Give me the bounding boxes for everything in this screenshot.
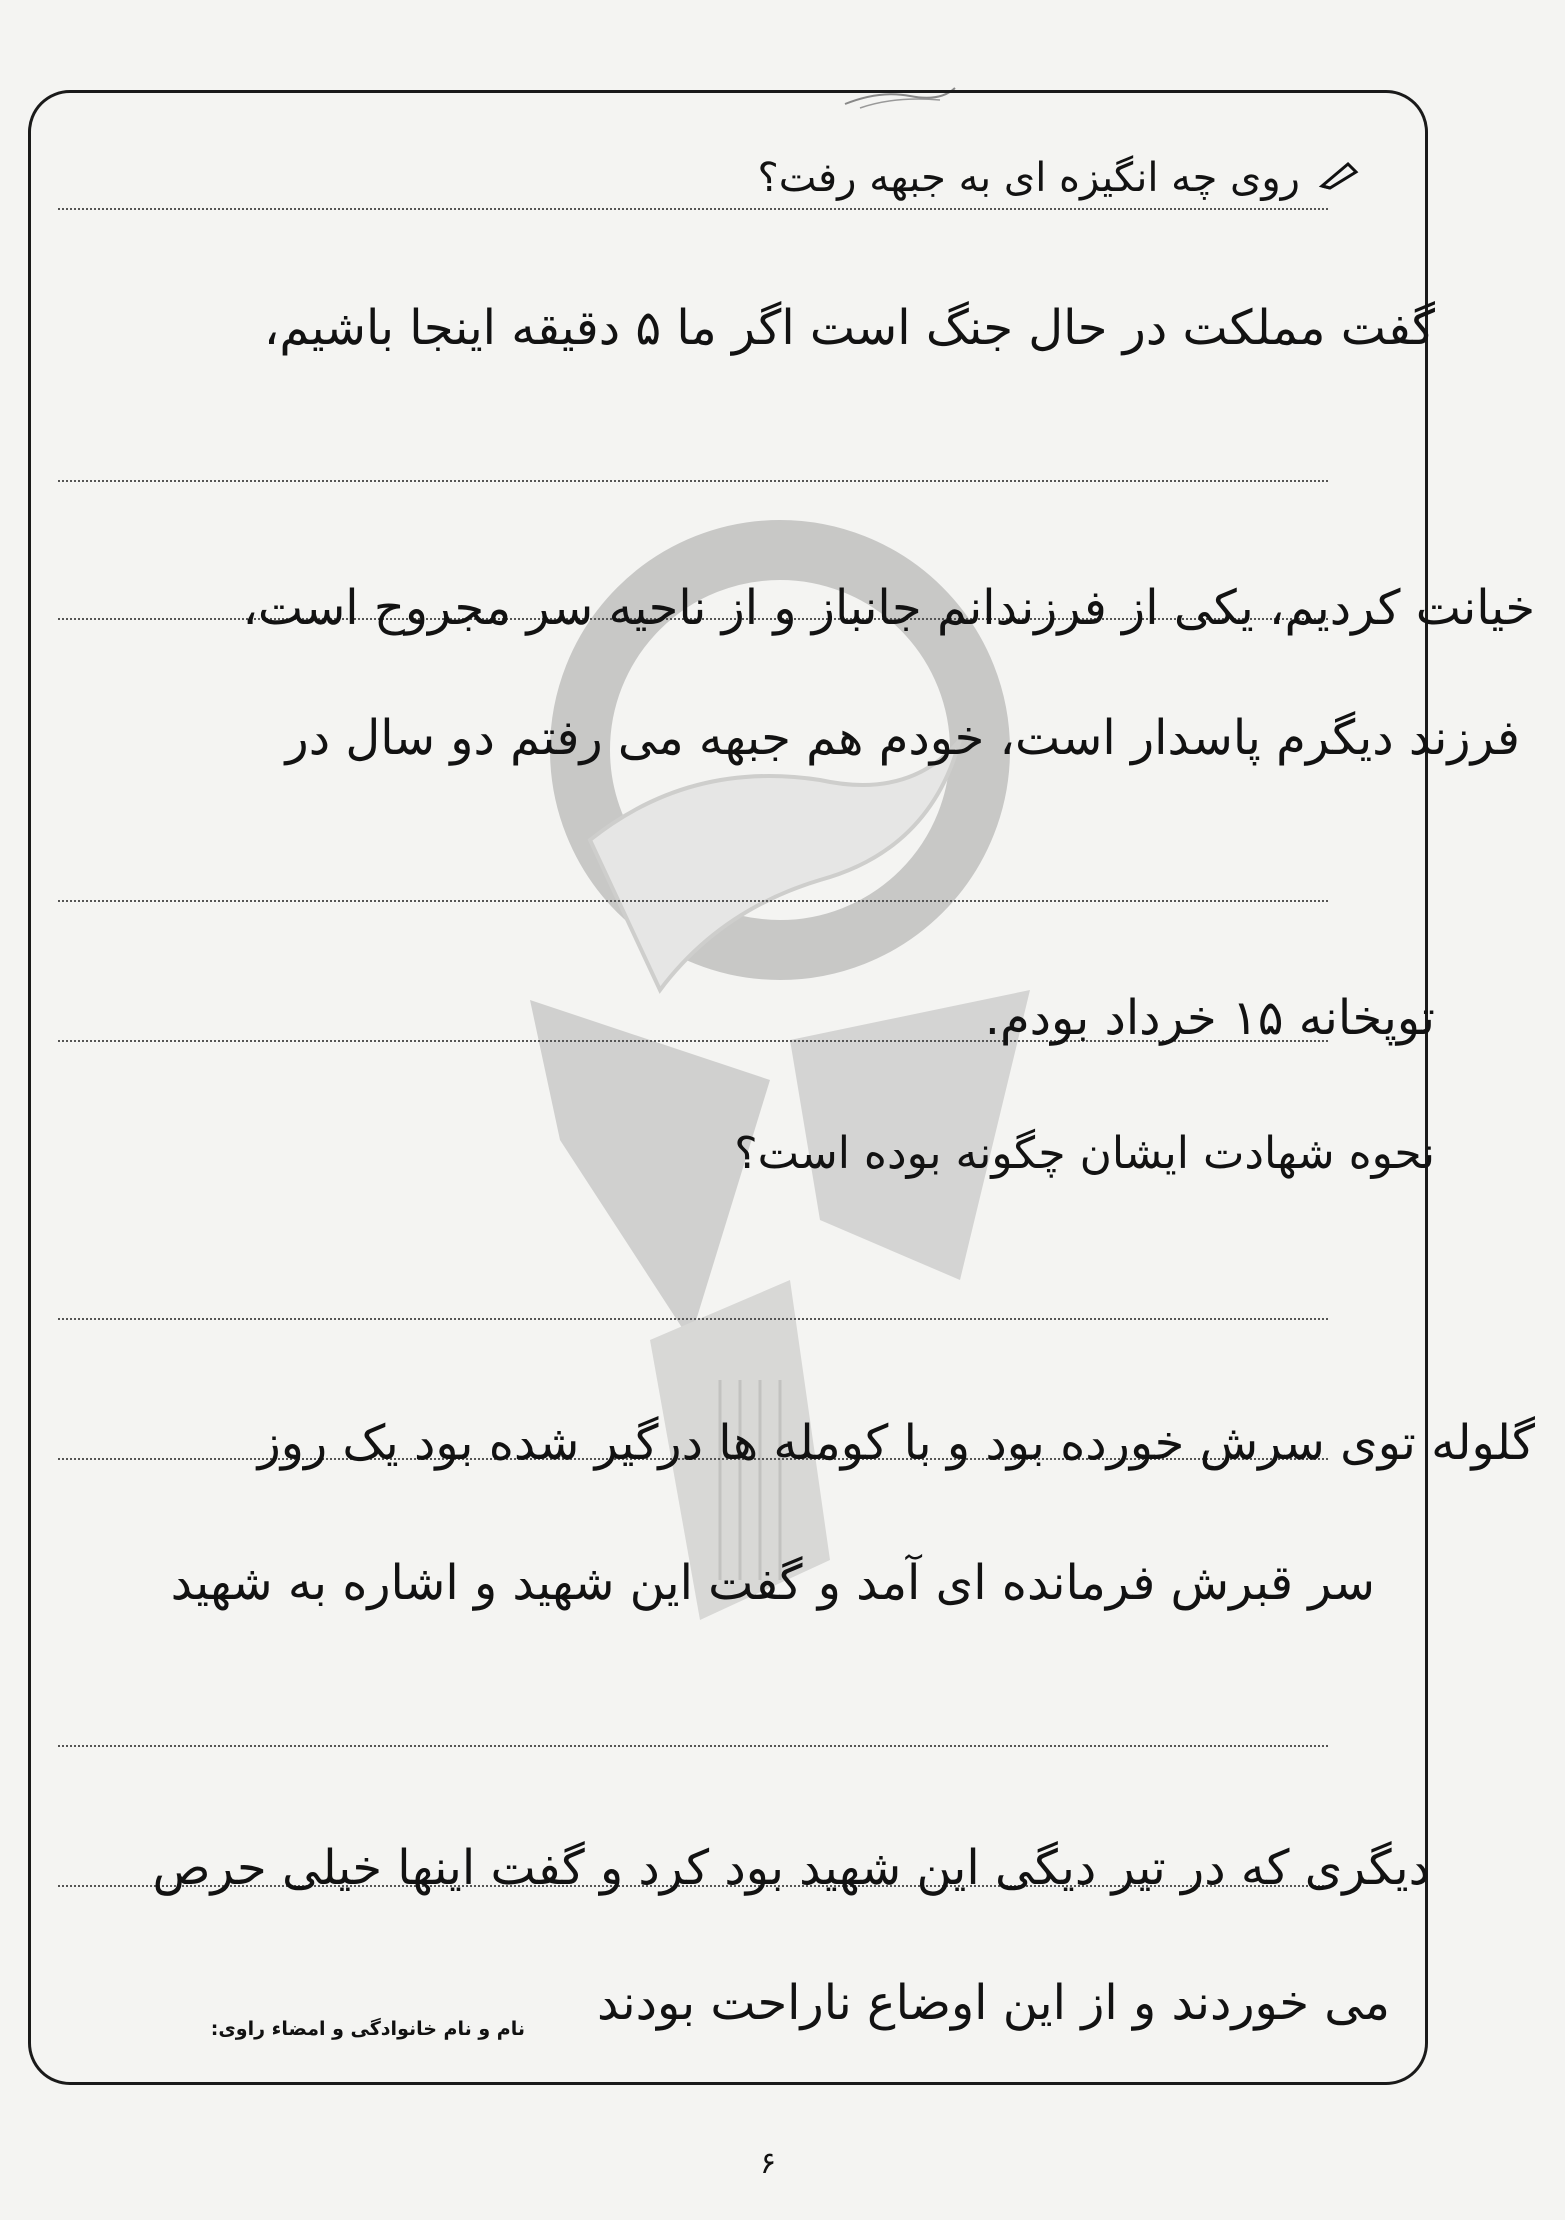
watermark-emblem-icon: [490, 520, 1050, 1680]
answer-2-line-2: سر قبرش فرمانده ای آمد و گفت این شهید و اشاره به شهید: [170, 1555, 1375, 1611]
signature-label: نام و نام خانوادگی و امضاء راوی:: [210, 2018, 525, 2040]
answer-1-line-4: توپخانه ۱۵ خرداد بودم.: [984, 990, 1435, 1046]
answer-1-line-3: فرزند دیگرم پاسدار است، خودم هم جبهه می رفتم دو سال در: [285, 710, 1520, 766]
ruled-line: [58, 480, 1328, 482]
answer-2-line-3: دیگری که در تیر دیگی این شهید بود کرد و گفت اینها خیلی حرص: [152, 1840, 1430, 1896]
ruled-line: [58, 208, 1328, 210]
ruled-line: [58, 900, 1328, 902]
ruled-line: [58, 1745, 1328, 1747]
question-1: روی چه انگیزه ای به جبهه رفت؟: [757, 155, 1300, 201]
answer-2-line-1: گلوله توی سرش خورده بود و با کومله ها درگیر شده بود یک روز: [257, 1415, 1535, 1471]
pencil-icon: [1318, 160, 1360, 190]
answer-2-line-4: می خوردند و از این اوضاع ناراحت بودند: [597, 1975, 1390, 2031]
ruled-line: [58, 1318, 1328, 1320]
page-number: ۶: [760, 2146, 777, 2181]
answer-1-line-2: خیانت کردیم، یکی از فرزندانم جانباز و از ناحیه سر مجروح است،: [242, 580, 1535, 636]
answer-1-line-1: گفت مملکت در حال جنگ است اگر ما ۵ دقیقه اینجا باشیم،: [263, 300, 1435, 356]
question-2: نحوه شهادت ایشان چگونه بوده است؟: [734, 1128, 1435, 1179]
